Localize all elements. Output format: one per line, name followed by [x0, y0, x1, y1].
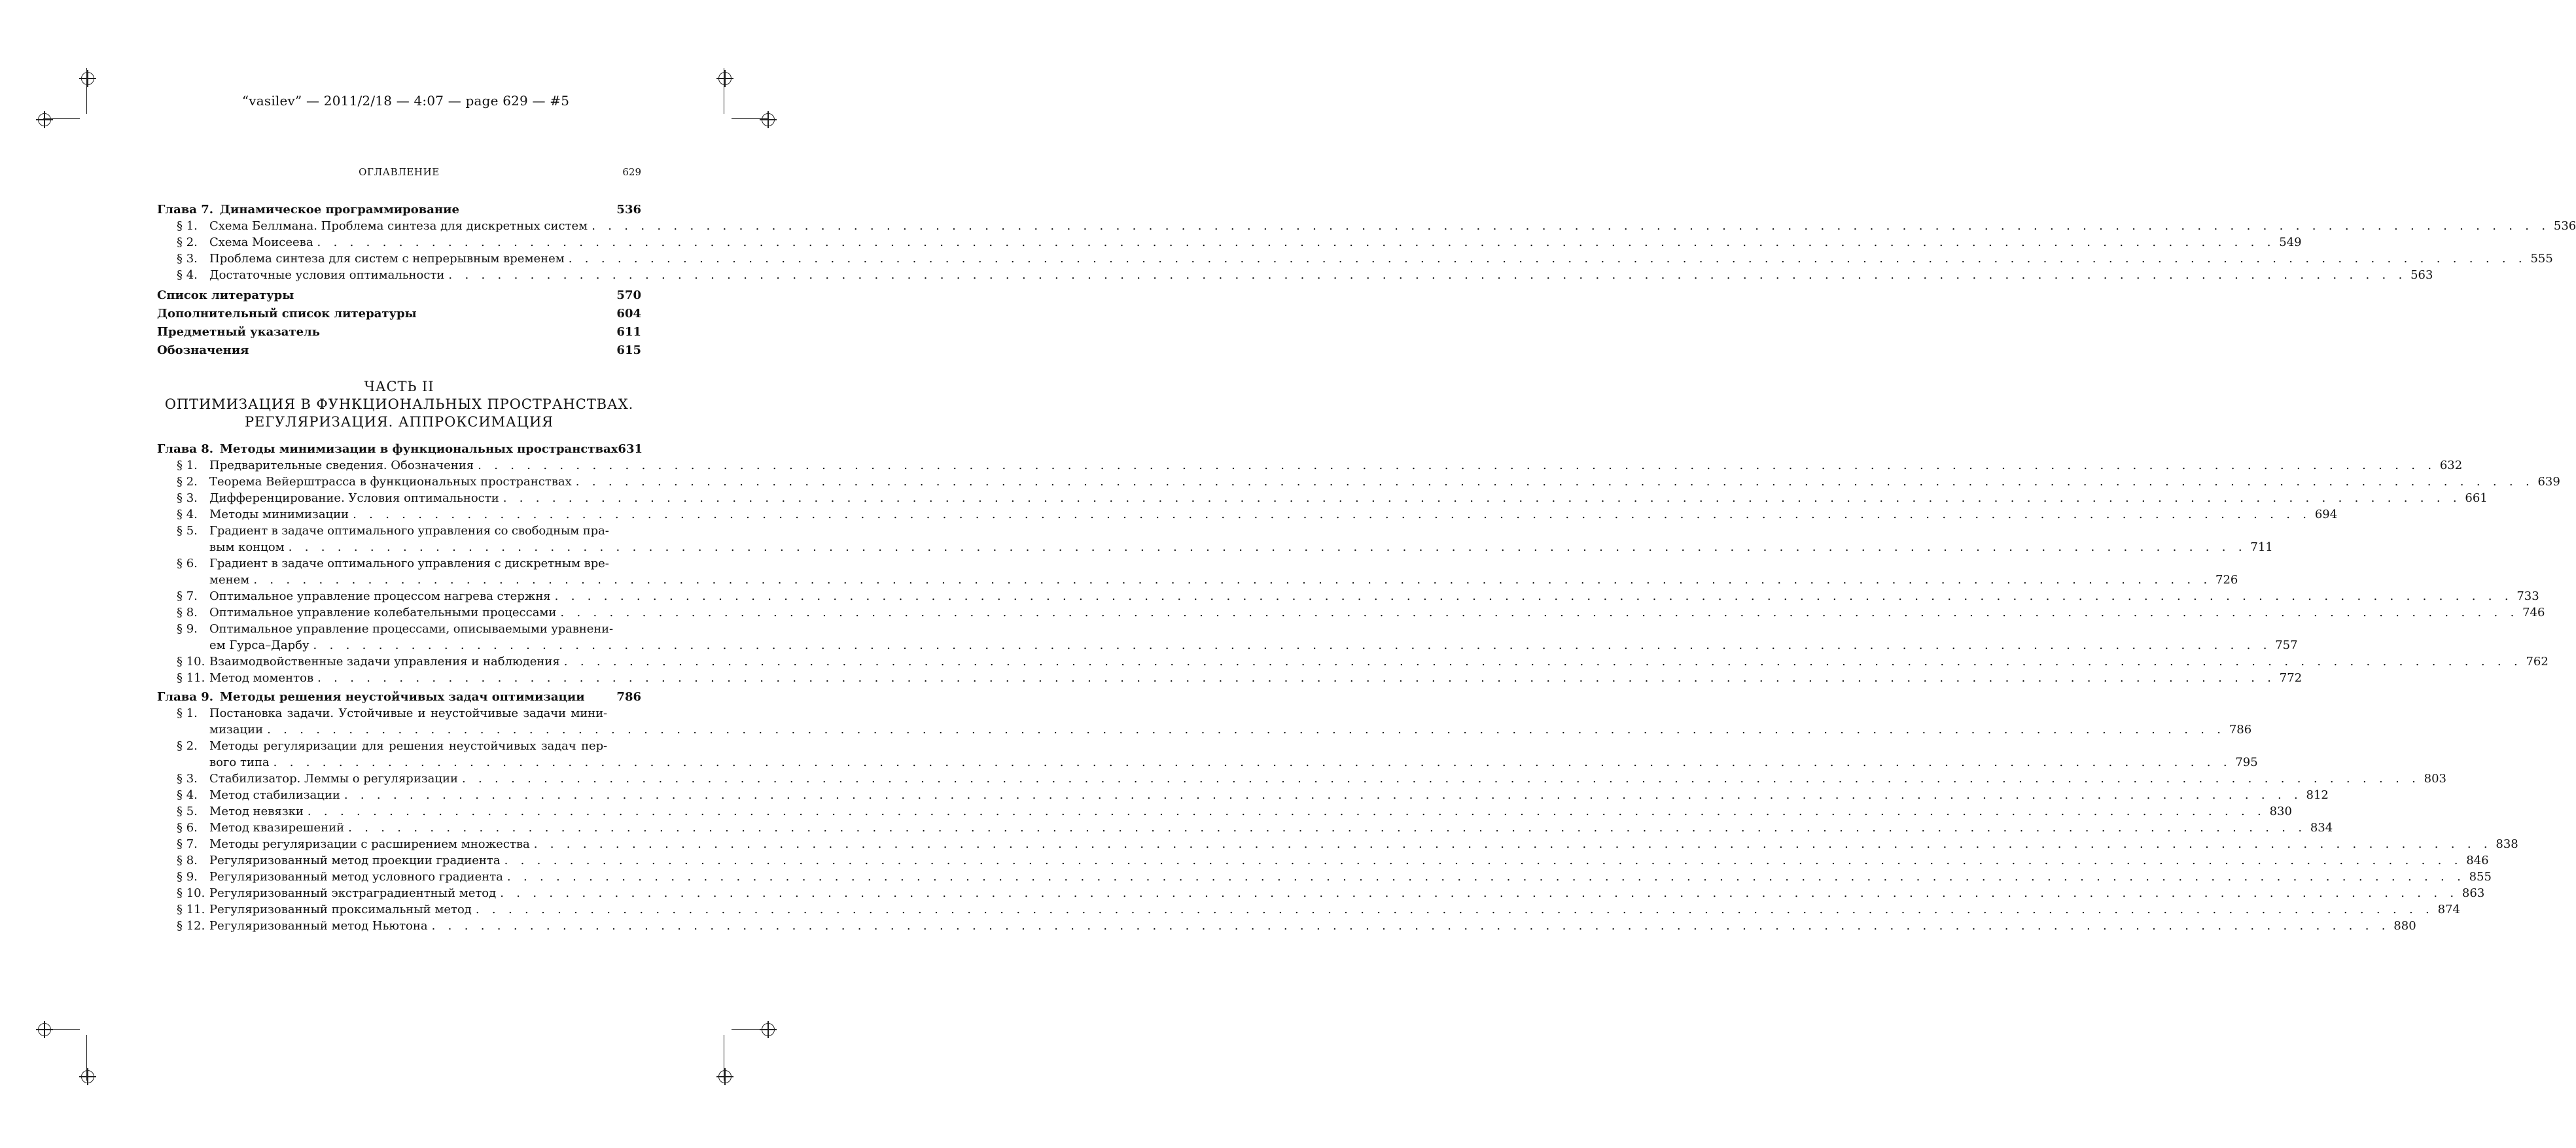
- dot-leader: . . . . . . . . . . . . . . . . . . . . . . . . . . . . . . . . . . . . . . . . . . . . . . . . . . . . . . . . . . . . . . . . . . . . . . . . . . . . . . . . . . . . . . . . . . . . . . . . . . . . . . . . . . . . . . . . . . . . . . . .: [591, 219, 2550, 233]
- toc-section[interactable]: [157, 621, 2298, 653]
- section-body: [209, 457, 2463, 474]
- toc-section[interactable]: [157, 738, 2258, 771]
- section-title: Теорема Вейерштрасса в функциональных пространствах: [209, 475, 572, 489]
- toc-back-matter-entry[interactable]: [157, 324, 641, 340]
- section-title-line: [209, 771, 2446, 787]
- section-title: вого типа: [209, 756, 270, 769]
- section-number: § 1.: [177, 459, 198, 472]
- section-number: § 11.: [177, 671, 205, 685]
- section-title-line: [209, 918, 2416, 934]
- chapter-7-sections: [157, 218, 2576, 283]
- dot-leader: . . . . . . . . . . . . . . . . . . . . . . . . . . . . . . . . . . . . . . . . . . . . . . . . . . . . . . . . . . . . . . . . . . . . . . . . . . . . . . . . . . . . . . . . . . . . . . . . . . . . . . . . . . . . . . . . . . . . . . . .: [461, 772, 2420, 786]
- section-number: § 2.: [177, 475, 198, 489]
- section-page: 830: [2269, 805, 2292, 818]
- toc-section[interactable]: [157, 787, 2329, 803]
- toc-section[interactable]: [157, 869, 2492, 885]
- back-matter-page: 611: [616, 325, 641, 339]
- section-number: § 6.: [177, 821, 198, 835]
- section-title-line: [209, 670, 2303, 686]
- section-title: Проблема синтеза для систем с непрерывным временем: [209, 252, 565, 266]
- section-title-first-line: Оптимальное управление процессами, описываемыми уравнени-: [209, 622, 614, 636]
- section-page: 803: [2424, 772, 2446, 786]
- section-title: Оптимальное управление колебательными процессами: [209, 606, 557, 619]
- dot-leader: . . . . . . . . . . . . . . . . . . . . . . . . . . . . . . . . . . . . . . . . . . . . . . . . . . . . . . . . . . . . . . . . . . . . . . . . . . . . . . . . . . . . . . . . . . . . . . . . . . . . . . . . . . . . . . . . . . . . . . . .: [317, 235, 2276, 249]
- section-title: Регуляризованный метод условного градиента: [209, 870, 503, 884]
- toc-section[interactable]: [157, 506, 2338, 523]
- running-head-title: ОГЛАВЛЕНИЕ: [359, 166, 440, 178]
- chapter-number: Глава 9.: [157, 690, 214, 704]
- section-body: [209, 836, 2518, 852]
- dot-leader: . . . . . . . . . . . . . . . . . . . . . . . . . . . . . . . . . . . . . . . . . . . . . . . . . . . . . . . . . . . . . . . . . . . . . . . . . . . . . . . . . . . . . . . . . . . . . . . . . . . . . . . . . . . . . . . . . . . . . . . .: [348, 821, 2306, 835]
- section-title-line: [209, 722, 2252, 738]
- toc-back-matter-entry[interactable]: [157, 305, 641, 322]
- part-label: ЧАСТЬ II: [364, 379, 434, 394]
- section-title: Оптимальное управление процессом нагрева стержня: [209, 589, 551, 603]
- section-title-line: [209, 803, 2292, 820]
- section-title-first-line: Постановка задачи. Устойчивые и неустойчивые задачи мини-: [209, 706, 607, 720]
- toc-section[interactable]: [157, 251, 2553, 267]
- section-body: [209, 771, 2446, 787]
- section-body: [209, 490, 2488, 506]
- toc-section[interactable]: [157, 218, 2576, 234]
- section-body: [209, 869, 2492, 885]
- back-matter-title: Список литературы: [157, 288, 294, 302]
- dot-leader: . . . . . . . . . . . . . . . . . . . . . . . . . . . . . . . . . . . . . . . . . . . . . . . . . . . . . . . . . . . . . . . . . . . . . . . . . . . . . . . . . . . . . . . . . . . . . . . . . . . . . . . . . . . . . . . . . . . . . . . .: [431, 919, 2390, 933]
- section-number: § 4.: [177, 268, 198, 282]
- section-title-first-line: Методы регуляризации для решения неустойчивых задач пер-: [209, 739, 607, 753]
- section-page: 762: [2526, 655, 2549, 669]
- dot-leader: . . . . . . . . . . . . . . . . . . . . . . . . . . . . . . . . . . . . . . . . . . . . . . . . . . . . . . . . . . . . . . . . . . . . . . . . . . . . . . . . . . . . . . . . . . . . . . . . . . . . . . . . . . . . . . . . . . . . . . . .: [344, 788, 2303, 802]
- section-page: 834: [2310, 821, 2333, 835]
- section-body: [209, 621, 2298, 653]
- section-title: Достаточные условия оптимальности: [209, 268, 445, 282]
- running-head: [157, 166, 641, 179]
- section-number: § 2.: [177, 235, 198, 249]
- section-number: § 6.: [177, 557, 198, 570]
- section-page: 786: [2229, 723, 2252, 737]
- section-page: 733: [2516, 589, 2539, 603]
- part-title-line-2: РЕГУЛЯРИЗАЦИЯ. АППРОКСИМАЦИЯ: [244, 414, 554, 430]
- toc-section[interactable]: [157, 588, 2539, 604]
- toc-section[interactable]: [157, 705, 2252, 738]
- section-title: Метод квазирешений: [209, 821, 345, 835]
- dot-leader: . . . . . . . . . . . . . . . . . . . . . . . . . . . . . . . . . . . . . . . . . . . . . . . . . . . . . . . . . . . . . . . . . . . . . . . . . . . . . . . . . . . . . . . . . . . . . . . . . . . . . . . . . . . . . . . . . . . . . . . .: [475, 903, 2434, 916]
- section-title-first-line: Градиент в задаче оптимального управления с дискретным вре-: [209, 557, 609, 570]
- registration-cross-icon: [762, 1023, 775, 1036]
- chapter-page: 786: [616, 690, 641, 704]
- section-page: 772: [2279, 671, 2303, 685]
- registration-cross-icon: [718, 1070, 732, 1083]
- registration-cross-icon: [762, 113, 775, 126]
- section-title-line: [209, 820, 2333, 836]
- section-page: 846: [2466, 854, 2489, 867]
- section-body: [209, 653, 2549, 670]
- section-page: 711: [2250, 540, 2273, 554]
- toc-section[interactable]: [157, 604, 2545, 621]
- toc-section[interactable]: [157, 267, 2433, 283]
- toc-chapter-9[interactable]: [157, 689, 641, 705]
- section-page: 632: [2439, 459, 2463, 472]
- section-number: § 10.: [177, 655, 205, 669]
- section-number: § 7.: [177, 837, 198, 851]
- dot-leader: . . . . . . . . . . . . . . . . . . . . . . . . . . . . . . . . . . . . . . . . . . . . . . . . . . . . . . . . . . . . . . . . . . . . . . . . . . . . . . . . . . . . . . . . . . . . . . . . . . . . . . . . . . . . . . . . . . . . . . . .: [554, 589, 2513, 603]
- section-body: [209, 234, 2302, 251]
- section-number: § 8.: [177, 606, 198, 619]
- section-title-line: [209, 637, 2298, 653]
- dot-leader: . . . . . . . . . . . . . . . . . . . . . . . . . . . . . . . . . . . . . . . . . . . . . . . . . . . . . . . . . . . . . . . . . . . . . . . . . . . . . . . . . . . . . . . . . . . . . . . . . . . . . . . . . . . . . . . . . . . . . . . .: [478, 459, 2436, 472]
- section-title: Регуляризованный метод проекции градиента: [209, 854, 501, 867]
- toc-chapter-8[interactable]: [157, 441, 641, 457]
- registration-cross-icon: [38, 113, 51, 126]
- print-slug: “vasilev” — 2011/2/18 — 4:07 — page 629 — #5: [241, 93, 570, 109]
- back-matter-page: 570: [616, 288, 641, 302]
- toc-section[interactable]: [157, 523, 2273, 555]
- dot-leader: . . . . . . . . . . . . . . . . . . . . . . . . . . . . . . . . . . . . . . . . . . . . . . . . . . . . . . . . . . . . . . . . . . . . . . . . . . . . . . . . . . . . . . . . . . . . . . . . . . . . . . . . . . . . . . . . . . . . . . . .: [288, 540, 2247, 554]
- toc-section[interactable]: [157, 852, 2489, 869]
- section-title-line: [209, 572, 2238, 588]
- section-number: § 9.: [177, 622, 198, 636]
- back-matter-page: 615: [616, 343, 641, 357]
- section-title: Регуляризованный метод Ньютона: [209, 919, 428, 933]
- section-body: [209, 267, 2433, 283]
- section-title: Дифференцирование. Условия оптимальности: [209, 491, 499, 505]
- toc-back-matter-entry[interactable]: [157, 342, 641, 358]
- section-title-line: [209, 653, 2549, 670]
- section-title: ем Гурса–Дарбу: [209, 638, 309, 652]
- chapter-number: Глава 7.: [157, 203, 214, 217]
- section-title-line: [209, 588, 2539, 604]
- section-page: 726: [2215, 573, 2238, 587]
- registration-cross-icon: [718, 72, 732, 85]
- section-title: Взаимодвойственные задачи управления и наблюдения: [209, 655, 560, 669]
- section-page: 838: [2496, 837, 2518, 851]
- section-body: [209, 787, 2329, 803]
- section-title-line: [209, 218, 2576, 234]
- section-page: 855: [2469, 870, 2492, 884]
- toc-section[interactable]: [157, 901, 2460, 918]
- toc-block-1: [157, 201, 2576, 358]
- toc-back-matter-entry[interactable]: [157, 287, 641, 304]
- section-body: [209, 820, 2333, 836]
- toc-section[interactable]: [157, 490, 2488, 506]
- section-title-line: [209, 836, 2518, 852]
- chapter-page: 536: [616, 203, 641, 217]
- section-number: § 3.: [177, 491, 198, 505]
- section-number: § 7.: [177, 589, 198, 603]
- back-matter-page: 604: [616, 307, 641, 321]
- section-title: Методы минимизации: [209, 508, 349, 521]
- chapter-9-sections: [157, 705, 2518, 934]
- section-page: 563: [2410, 268, 2433, 282]
- section-body: [209, 588, 2539, 604]
- section-number: § 3.: [177, 772, 198, 786]
- registration-cross-icon: [81, 72, 94, 85]
- dot-leader: . . . . . . . . . . . . . . . . . . . . . . . . . . . . . . . . . . . . . . . . . . . . . . . . . . . . . . . . . . . . . . . . . . . . . . . . . . . . . . . . . . . . . . . . . . . . . . . . . . . . . . . . . . . . . . . . . . . . . . . .: [317, 671, 2276, 685]
- section-number: § 3.: [177, 252, 198, 266]
- chapter-title: Методы минимизации в функциональных пространствах: [220, 442, 618, 456]
- section-title: вым концом: [209, 540, 285, 554]
- chapter-number: Глава 8.: [157, 442, 214, 456]
- chapter-title: Методы решения неустойчивых задач оптимизации: [220, 690, 585, 704]
- section-title: Метод стабилизации: [209, 788, 340, 802]
- dot-leader: . . . . . . . . . . . . . . . . . . . . . . . . . . . . . . . . . . . . . . . . . . . . . . . . . . . . . . . . . . . . . . . . . . . . . . . . . . . . . . . . . . . . . . . . . . . . . . . . . . . . . . . . . . . . . . . . . . . . . . . .: [563, 655, 2522, 669]
- dot-leader: . . . . . . . . . . . . . . . . . . . . . . . . . . . . . . . . . . . . . . . . . . . . . . . . . . . . . . . . . . . . . . . . . . . . . . . . . . . . . . . . . . . . . . . . . . . . . . . . . . . . . . . . . . . . . . . . . . . . . . . .: [313, 638, 2272, 652]
- part-title-line-1: ОПТИМИЗАЦИЯ В ФУНКЦИОНАЛЬНЫХ ПРОСТРАНСТВАХ.: [164, 396, 634, 412]
- dot-leader: . . . . . . . . . . . . . . . . . . . . . . . . . . . . . . . . . . . . . . . . . . . . . . . . . . . . . . . . . . . . . . . . . . . . . . . . . . . . . . . . . . . . . . . . . . . . . . . . . . . . . . . . . . . . . . . . . . . . . . . .: [307, 805, 2266, 818]
- section-number: § 5.: [177, 805, 198, 818]
- section-title-first-line: Градиент в задаче оптимального управления со свободным пра-: [209, 524, 609, 538]
- back-matter-title: Дополнительный список литературы: [157, 307, 417, 321]
- section-body: [209, 251, 2553, 267]
- dot-leader: . . . . . . . . . . . . . . . . . . . . . . . . . . . . . . . . . . . . . . . . . . . . . . . . . . . . . . . . . . . . . . . . . . . . . . . . . . . . . . . . . . . . . . . . . . . . . . . . . . . . . . . . . . . . . . . . . . . . . . . .: [448, 268, 2407, 282]
- section-page: 536: [2553, 219, 2576, 233]
- section-title-line: [209, 474, 2560, 490]
- toc-section[interactable]: [157, 918, 2416, 934]
- section-body: [209, 474, 2560, 490]
- section-title-line: [209, 267, 2433, 283]
- section-body: [209, 506, 2338, 523]
- section-title: мизации: [209, 723, 264, 737]
- section-title: Методы регуляризации с расширением множества: [209, 837, 530, 851]
- toc-section[interactable]: [157, 670, 2303, 686]
- section-number: § 2.: [177, 739, 198, 753]
- dot-leader: . . . . . . . . . . . . . . . . . . . . . . . . . . . . . . . . . . . . . . . . . . . . . . . . . . . . . . . . . . . . . . . . . . . . . . . . . . . . . . . . . . . . . . . . . . . . . . . . . . . . . . . . . . . . . . . . . . . . . . . .: [504, 854, 2463, 867]
- toc-section[interactable]: [157, 836, 2518, 852]
- section-page: 694: [2314, 508, 2338, 521]
- section-page: 757: [2275, 638, 2298, 652]
- dot-leader: . . . . . . . . . . . . . . . . . . . . . . . . . . . . . . . . . . . . . . . . . . . . . . . . . . . . . . . . . . . . . . . . . . . . . . . . . . . . . . . . . . . . . . . . . . . . . . . . . . . . . . . . . . . . . . . . . . . . . . . .: [575, 475, 2534, 489]
- section-body: [209, 738, 2258, 771]
- section-title-line: [209, 539, 2273, 555]
- toc-section[interactable]: [157, 653, 2549, 670]
- section-title-line: [209, 506, 2338, 523]
- section-title: Метод моментов: [209, 671, 314, 685]
- part-heading: [157, 378, 641, 431]
- dot-leader: . . . . . . . . . . . . . . . . . . . . . . . . . . . . . . . . . . . . . . . . . . . . . . . . . . . . . . . . . . . . . . . . . . . . . . . . . . . . . . . . . . . . . . . . . . . . . . . . . . . . . . . . . . . . . . . . . . . . . . . .: [560, 606, 2519, 619]
- chapter-8-sections: [157, 457, 2560, 686]
- toc-section[interactable]: [157, 885, 2485, 901]
- section-body: [209, 555, 2238, 588]
- section-title-line: [209, 457, 2463, 474]
- dot-leader: . . . . . . . . . . . . . . . . . . . . . . . . . . . . . . . . . . . . . . . . . . . . . . . . . . . . . . . . . . . . . . . . . . . . . . . . . . . . . . . . . . . . . . . . . . . . . . . . . . . . . . . . . . . . . . . . . . . . . . . .: [353, 508, 2311, 521]
- toc-section[interactable]: [157, 234, 2302, 251]
- section-title-line: [209, 234, 2302, 251]
- back-matter-list: [157, 287, 641, 358]
- section-body: [209, 852, 2489, 869]
- section-title: Стабилизатор. Леммы о регуляризации: [209, 772, 458, 786]
- dot-leader: . . . . . . . . . . . . . . . . . . . . . . . . . . . . . . . . . . . . . . . . . . . . . . . . . . . . . . . . . . . . . . . . . . . . . . . . . . . . . . . . . . . . . . . . . . . . . . . . . . . . . . . . . . . . . . . . . . . . . . . .: [533, 837, 2492, 851]
- section-body: [209, 885, 2485, 901]
- section-page: 812: [2306, 788, 2329, 802]
- back-matter-title: Предметный указатель: [157, 325, 320, 339]
- section-page: 555: [2530, 252, 2553, 266]
- dot-leader: . . . . . . . . . . . . . . . . . . . . . . . . . . . . . . . . . . . . . . . . . . . . . . . . . . . . . . . . . . . . . . . . . . . . . . . . . . . . . . . . . . . . . . . . . . . . . . . . . . . . . . . . . . . . . . . . . . . . . . . .: [503, 491, 2461, 505]
- section-body: [209, 918, 2416, 934]
- section-page: 795: [2235, 756, 2258, 769]
- dot-leader: . . . . . . . . . . . . . . . . . . . . . . . . . . . . . . . . . . . . . . . . . . . . . . . . . . . . . . . . . . . . . . . . . . . . . . . . . . . . . . . . . . . . . . . . . . . . . . . . . . . . . . . . . . . . . . . . . . . . . . . .: [568, 252, 2527, 266]
- chapter-title: Динамическое программирование: [220, 203, 459, 217]
- section-number: § 8.: [177, 854, 198, 867]
- section-body: [209, 705, 2252, 738]
- toc-section[interactable]: [157, 555, 2238, 588]
- section-title: Метод невязки: [209, 805, 304, 818]
- section-page: 863: [2461, 886, 2485, 900]
- section-title: Регуляризованный экстраградиентный метод: [209, 886, 497, 900]
- toc-section[interactable]: [157, 457, 2463, 474]
- section-title-line: [209, 490, 2488, 506]
- section-page: 549: [2279, 235, 2302, 249]
- toc-section[interactable]: [157, 474, 2560, 490]
- section-number: § 4.: [177, 788, 198, 802]
- section-number: § 9.: [177, 870, 198, 884]
- section-title-line: [209, 251, 2553, 267]
- section-title: Регуляризованный проксимальный метод: [209, 903, 472, 916]
- chapter-page: 631: [618, 442, 643, 456]
- dot-leader: . . . . . . . . . . . . . . . . . . . . . . . . . . . . . . . . . . . . . . . . . . . . . . . . . . . . . . . . . . . . . . . . . . . . . . . . . . . . . . . . . . . . . . . . . . . . . . . . . . . . . . . . . . . . . . . . . . . . . . . .: [267, 723, 2225, 737]
- section-number: § 4.: [177, 508, 198, 521]
- registration-cross-icon: [81, 1070, 94, 1083]
- section-number: § 10.: [177, 886, 205, 900]
- toc-section[interactable]: [157, 820, 2333, 836]
- section-page: 661: [2465, 491, 2488, 505]
- section-page: 639: [2537, 475, 2560, 489]
- section-title-line: [209, 869, 2492, 885]
- section-body: [209, 901, 2460, 918]
- dot-leader: . . . . . . . . . . . . . . . . . . . . . . . . . . . . . . . . . . . . . . . . . . . . . . . . . . . . . . . . . . . . . . . . . . . . . . . . . . . . . . . . . . . . . . . . . . . . . . . . . . . . . . . . . . . . . . . . . . . . . . . .: [273, 756, 2232, 769]
- section-body: [209, 803, 2292, 820]
- section-title: менем: [209, 573, 250, 587]
- section-body: [209, 523, 2273, 555]
- section-title: Схема Моисеева: [209, 235, 313, 249]
- dot-leader: . . . . . . . . . . . . . . . . . . . . . . . . . . . . . . . . . . . . . . . . . . . . . . . . . . . . . . . . . . . . . . . . . . . . . . . . . . . . . . . . . . . . . . . . . . . . . . . . . . . . . . . . . . . . . . . . . . . . . . . .: [500, 886, 2458, 900]
- section-title-line: [209, 787, 2329, 803]
- toc-block-2: [157, 441, 2560, 934]
- dot-leader: . . . . . . . . . . . . . . . . . . . . . . . . . . . . . . . . . . . . . . . . . . . . . . . . . . . . . . . . . . . . . . . . . . . . . . . . . . . . . . . . . . . . . . . . . . . . . . . . . . . . . . . . . . . . . . . . . . . . . . . .: [253, 573, 2212, 587]
- section-number: § 11.: [177, 903, 205, 916]
- section-title-line: [209, 885, 2485, 901]
- section-body: [209, 604, 2545, 621]
- section-number: § 5.: [177, 524, 198, 538]
- section-title-line: [209, 852, 2489, 869]
- back-matter-title: Обозначения: [157, 343, 249, 357]
- toc-section[interactable]: [157, 803, 2292, 820]
- toc-chapter-7[interactable]: [157, 201, 641, 218]
- section-page: 874: [2437, 903, 2460, 916]
- section-title-line: [209, 754, 2258, 771]
- section-number: § 1.: [177, 219, 198, 233]
- dot-leader: . . . . . . . . . . . . . . . . . . . . . . . . . . . . . . . . . . . . . . . . . . . . . . . . . . . . . . . . . . . . . . . . . . . . . . . . . . . . . . . . . . . . . . . . . . . . . . . . . . . . . . . . . . . . . . . . . . . . . . . .: [506, 870, 2465, 884]
- running-head-page-number: 629: [622, 166, 641, 178]
- registration-cross-icon: [38, 1023, 51, 1036]
- section-page: 746: [2522, 606, 2545, 619]
- section-title-line: [209, 604, 2545, 621]
- section-title: Схема Беллмана. Проблема синтеза для дискретных систем: [209, 219, 588, 233]
- section-title-line: [209, 901, 2460, 918]
- section-number: § 12.: [177, 919, 205, 933]
- section-page: 880: [2393, 919, 2416, 933]
- section-number: § 1.: [177, 706, 198, 720]
- toc-section[interactable]: [157, 771, 2446, 787]
- section-body: [209, 218, 2576, 234]
- section-title: Предварительные сведения. Обозначения: [209, 459, 474, 472]
- section-body: [209, 670, 2303, 686]
